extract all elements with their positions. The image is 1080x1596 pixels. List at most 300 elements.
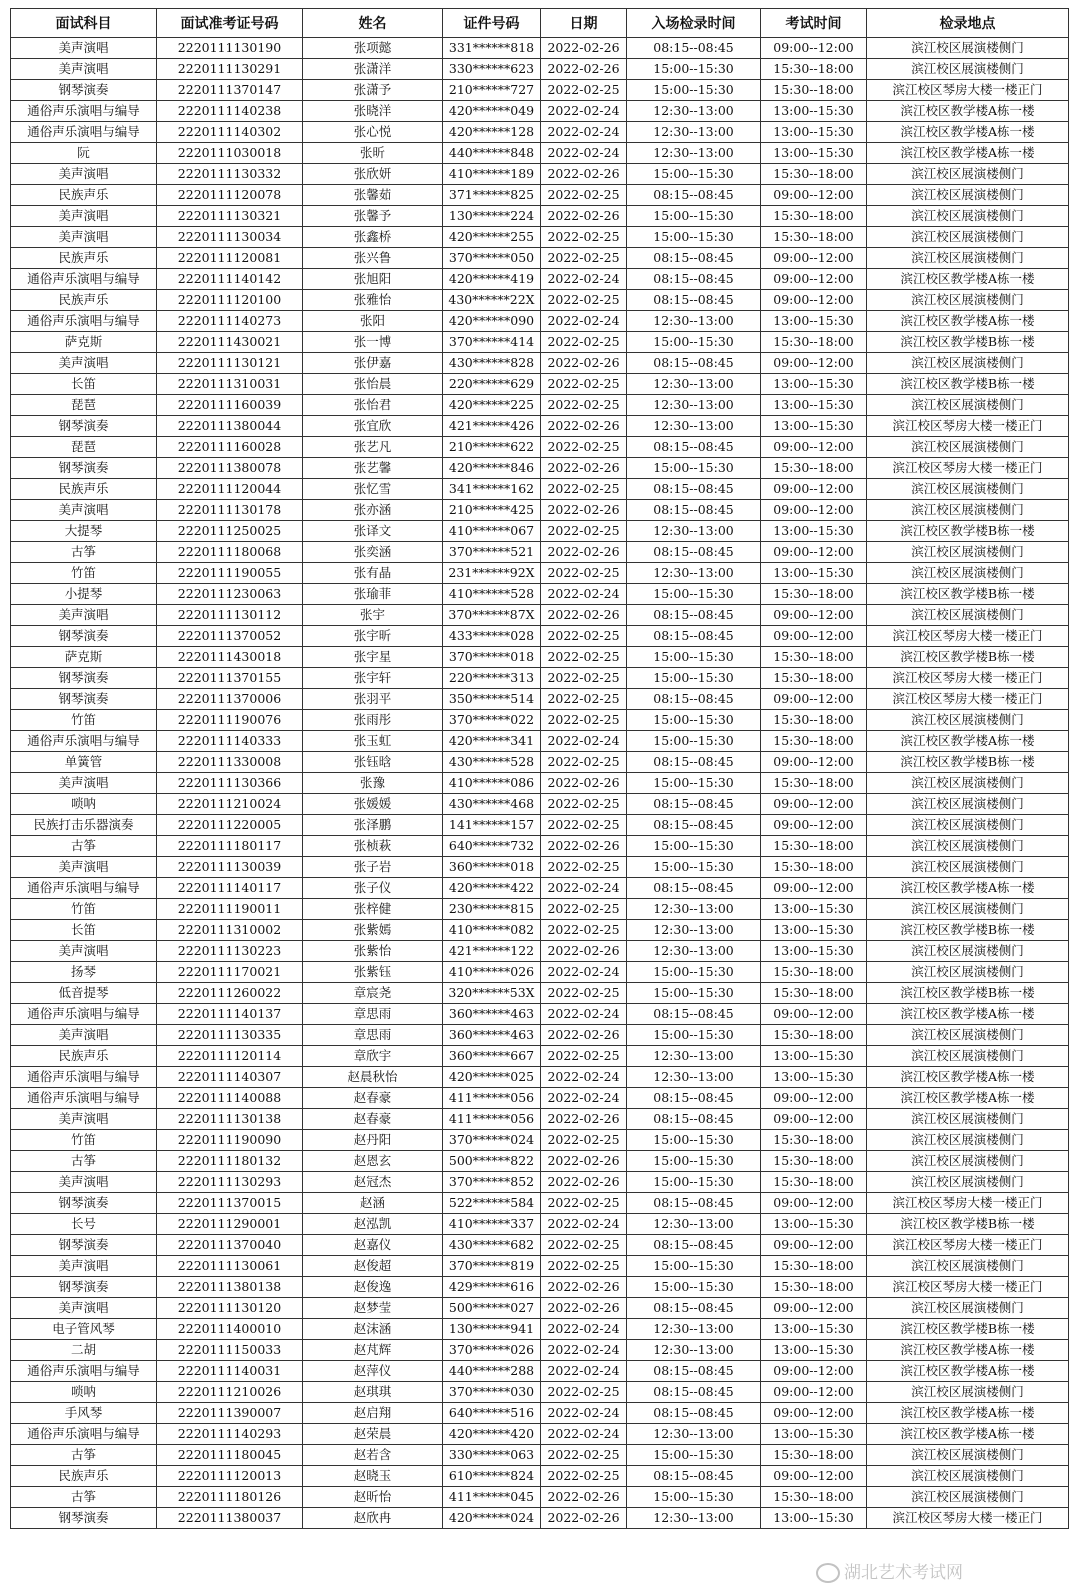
checkin-time-cell: 08:15--08:45 (627, 500, 761, 521)
exam-time-cell: 09:00--12:00 (761, 1382, 867, 1403)
checkin-location-cell: 滨江校区展演楼侧门 (867, 248, 1069, 269)
table-row (11, 584, 1069, 605)
date-cell: 2022-02-25 (541, 647, 627, 668)
exam-time-cell: 13:00--15:30 (761, 143, 867, 164)
name-cell: 张忆雪 (303, 479, 443, 500)
exam-time-cell: 15:30--18:00 (761, 668, 867, 689)
id-number-cell: 370******018 (443, 647, 541, 668)
checkin-time-cell: 08:15--08:45 (627, 1361, 761, 1382)
date-cell: 2022-02-26 (541, 1487, 627, 1508)
id-number-cell: 130******224 (443, 206, 541, 227)
checkin-time-cell: 08:15--08:45 (627, 1193, 761, 1214)
date-cell: 2022-02-25 (541, 983, 627, 1004)
subject-cell: 阮 (11, 143, 157, 164)
checkin-time-cell: 12:30--13:00 (627, 1067, 761, 1088)
date-cell: 2022-02-26 (541, 353, 627, 374)
exam-time-cell: 13:00--15:30 (761, 563, 867, 584)
date-cell: 2022-02-25 (541, 479, 627, 500)
subject-cell: 钢琴演奏 (11, 689, 157, 710)
exam-time-cell: 09:00--12:00 (761, 794, 867, 815)
checkin-time-cell: 15:00--15:30 (627, 206, 761, 227)
name-cell: 赵俊逸 (303, 1277, 443, 1298)
checkin-time-cell: 08:15--08:45 (627, 479, 761, 500)
checkin-time-cell: 15:00--15:30 (627, 731, 761, 752)
date-cell: 2022-02-26 (541, 206, 627, 227)
exam-time-cell: 09:00--12:00 (761, 38, 867, 59)
checkin-time-cell: 12:30--13:00 (627, 143, 761, 164)
name-cell: 张昕 (303, 143, 443, 164)
subject-cell: 钢琴演奏 (11, 668, 157, 689)
table-row (11, 1487, 1069, 1508)
admission-number-cell: 2220111130034 (157, 227, 303, 248)
checkin-location-cell: 滨江校区展演楼侧门 (867, 1298, 1069, 1319)
admission-number-cell: 2220111120078 (157, 185, 303, 206)
name-cell: 张艺凡 (303, 437, 443, 458)
id-number-cell: 420******025 (443, 1067, 541, 1088)
id-number-cell: 411******045 (443, 1487, 541, 1508)
name-cell: 章欣宇 (303, 1046, 443, 1067)
exam-time-cell: 15:30--18:00 (761, 458, 867, 479)
subject-cell: 通俗声乐演唱与编导 (11, 311, 157, 332)
subject-cell: 古筝 (11, 1445, 157, 1466)
subject-cell: 通俗声乐演唱与编导 (11, 1067, 157, 1088)
column-header: 姓名 (303, 9, 443, 38)
table-row (11, 59, 1069, 80)
subject-cell: 通俗声乐演唱与编导 (11, 122, 157, 143)
checkin-location-cell: 滨江校区琴房大楼一楼正门 (867, 1508, 1069, 1529)
exam-time-cell: 15:30--18:00 (761, 731, 867, 752)
exam-time-cell: 15:30--18:00 (761, 1277, 867, 1298)
checkin-location-cell: 滨江校区展演楼侧门 (867, 1445, 1069, 1466)
id-number-cell: 440******288 (443, 1361, 541, 1382)
date-cell: 2022-02-26 (541, 1172, 627, 1193)
admission-number-cell: 2220111130120 (157, 1298, 303, 1319)
table-row (11, 521, 1069, 542)
table-row (11, 1382, 1069, 1403)
exam-time-cell: 15:30--18:00 (761, 80, 867, 101)
checkin-time-cell: 08:15--08:45 (627, 542, 761, 563)
table-body (11, 38, 1069, 1529)
exam-time-cell: 13:00--15:30 (761, 416, 867, 437)
checkin-location-cell: 滨江校区琴房大楼一楼正门 (867, 416, 1069, 437)
name-cell: 章宸尧 (303, 983, 443, 1004)
subject-cell: 钢琴演奏 (11, 1235, 157, 1256)
subject-cell: 电子管风琴 (11, 1319, 157, 1340)
name-cell: 张瑜菲 (303, 584, 443, 605)
exam-time-cell: 13:00--15:30 (761, 311, 867, 332)
date-cell: 2022-02-25 (541, 227, 627, 248)
subject-cell: 唢呐 (11, 1382, 157, 1403)
admission-number-cell: 2220111120013 (157, 1466, 303, 1487)
table-row (11, 437, 1069, 458)
name-cell: 张宇星 (303, 647, 443, 668)
checkin-location-cell: 滨江校区展演楼侧门 (867, 1151, 1069, 1172)
exam-time-cell: 13:00--15:30 (761, 920, 867, 941)
exam-time-cell: 15:30--18:00 (761, 227, 867, 248)
checkin-time-cell: 12:30--13:00 (627, 122, 761, 143)
exam-time-cell: 15:30--18:00 (761, 1445, 867, 1466)
date-cell: 2022-02-24 (541, 1319, 627, 1340)
exam-time-cell: 09:00--12:00 (761, 185, 867, 206)
checkin-location-cell: 滨江校区展演楼侧门 (867, 773, 1069, 794)
checkin-time-cell: 15:00--15:30 (627, 59, 761, 80)
id-number-cell: 430******22X (443, 290, 541, 311)
checkin-location-cell: 滨江校区教学楼A栋一楼 (867, 311, 1069, 332)
admission-number-cell: 2220111160039 (157, 395, 303, 416)
exam-time-cell: 09:00--12:00 (761, 878, 867, 899)
exam-time-cell: 13:00--15:30 (761, 941, 867, 962)
name-cell: 张梓健 (303, 899, 443, 920)
subject-cell: 美声演唱 (11, 59, 157, 80)
id-number-cell: 370******022 (443, 710, 541, 731)
id-number-cell: 420******128 (443, 122, 541, 143)
checkin-location-cell: 滨江校区展演楼侧门 (867, 857, 1069, 878)
id-number-cell: 370******030 (443, 1382, 541, 1403)
checkin-time-cell: 08:15--08:45 (627, 752, 761, 773)
id-number-cell: 370******87X (443, 605, 541, 626)
checkin-location-cell: 滨江校区展演楼侧门 (867, 605, 1069, 626)
table-row (11, 668, 1069, 689)
date-cell: 2022-02-24 (541, 731, 627, 752)
name-cell: 张紫钰 (303, 962, 443, 983)
subject-cell: 通俗声乐演唱与编导 (11, 1004, 157, 1025)
id-number-cell: 341******162 (443, 479, 541, 500)
date-cell: 2022-02-26 (541, 500, 627, 521)
table-row (11, 1025, 1069, 1046)
name-cell: 张宇 (303, 605, 443, 626)
date-cell: 2022-02-25 (541, 1235, 627, 1256)
checkin-time-cell: 08:15--08:45 (627, 290, 761, 311)
subject-cell: 民族声乐 (11, 479, 157, 500)
subject-cell: 钢琴演奏 (11, 1277, 157, 1298)
subject-cell: 扬琴 (11, 962, 157, 983)
id-number-cell: 430******828 (443, 353, 541, 374)
checkin-time-cell: 08:15--08:45 (627, 815, 761, 836)
admission-number-cell: 2220111180126 (157, 1487, 303, 1508)
id-number-cell: 420******255 (443, 227, 541, 248)
checkin-location-cell: 滨江校区教学楼B栋一楼 (867, 983, 1069, 1004)
name-cell: 赵泓凯 (303, 1214, 443, 1235)
exam-time-cell: 15:30--18:00 (761, 1172, 867, 1193)
date-cell: 2022-02-25 (541, 794, 627, 815)
name-cell: 赵萍仪 (303, 1361, 443, 1382)
date-cell: 2022-02-25 (541, 920, 627, 941)
exam-time-cell: 09:00--12:00 (761, 752, 867, 773)
date-cell: 2022-02-26 (541, 836, 627, 857)
checkin-location-cell: 滨江校区教学楼A栋一楼 (867, 143, 1069, 164)
id-number-cell: 410******337 (443, 1214, 541, 1235)
id-number-cell: 433******028 (443, 626, 541, 647)
admission-number-cell: 2220111130138 (157, 1109, 303, 1130)
admission-number-cell: 2220111130061 (157, 1256, 303, 1277)
checkin-location-cell: 滨江校区教学楼B栋一楼 (867, 374, 1069, 395)
table-row (11, 1445, 1069, 1466)
checkin-time-cell: 08:15--08:45 (627, 1235, 761, 1256)
date-cell: 2022-02-26 (541, 542, 627, 563)
name-cell: 张媛媛 (303, 794, 443, 815)
name-cell: 章思雨 (303, 1025, 443, 1046)
date-cell: 2022-02-24 (541, 1403, 627, 1424)
checkin-location-cell: 滨江校区展演楼侧门 (867, 815, 1069, 836)
checkin-location-cell: 滨江校区展演楼侧门 (867, 437, 1069, 458)
table-row (11, 38, 1069, 59)
date-cell: 2022-02-24 (541, 269, 627, 290)
subject-cell: 钢琴演奏 (11, 1508, 157, 1529)
checkin-location-cell: 滨江校区教学楼B栋一楼 (867, 332, 1069, 353)
table-row (11, 248, 1069, 269)
table-row (11, 1235, 1069, 1256)
table-row (11, 500, 1069, 521)
date-cell: 2022-02-25 (541, 668, 627, 689)
date-cell: 2022-02-24 (541, 1340, 627, 1361)
checkin-location-cell: 滨江校区琴房大楼一楼正门 (867, 1235, 1069, 1256)
checkin-time-cell: 12:30--13:00 (627, 1508, 761, 1529)
checkin-time-cell: 15:00--15:30 (627, 1256, 761, 1277)
subject-cell: 小提琴 (11, 584, 157, 605)
checkin-location-cell: 滨江校区教学楼A栋一楼 (867, 1067, 1069, 1088)
admission-number-cell: 2220111120081 (157, 248, 303, 269)
checkin-time-cell: 08:15--08:45 (627, 794, 761, 815)
name-cell: 张泽鹏 (303, 815, 443, 836)
date-cell: 2022-02-25 (541, 248, 627, 269)
id-number-cell: 141******157 (443, 815, 541, 836)
watermark-text: 湖北艺术考试网 (844, 1563, 963, 1583)
checkin-time-cell: 15:00--15:30 (627, 1130, 761, 1151)
table-row (11, 1508, 1069, 1529)
checkin-time-cell: 08:15--08:45 (627, 878, 761, 899)
checkin-time-cell: 15:00--15:30 (627, 1487, 761, 1508)
date-cell: 2022-02-26 (541, 1298, 627, 1319)
checkin-location-cell: 滨江校区展演楼侧门 (867, 353, 1069, 374)
checkin-time-cell: 15:00--15:30 (627, 962, 761, 983)
table-row (11, 143, 1069, 164)
checkin-time-cell: 12:30--13:00 (627, 101, 761, 122)
id-number-cell: 370******819 (443, 1256, 541, 1277)
exam-time-cell: 15:30--18:00 (761, 710, 867, 731)
admission-number-cell: 2220111180117 (157, 836, 303, 857)
date-cell: 2022-02-25 (541, 899, 627, 920)
id-number-cell: 220******629 (443, 374, 541, 395)
table-row (11, 353, 1069, 374)
table-row (11, 122, 1069, 143)
name-cell: 赵晨秋怡 (303, 1067, 443, 1088)
checkin-location-cell: 滨江校区教学楼A栋一楼 (867, 1424, 1069, 1445)
checkin-time-cell: 08:15--08:45 (627, 185, 761, 206)
admission-number-cell: 2220111230063 (157, 584, 303, 605)
id-number-cell: 410******067 (443, 521, 541, 542)
admission-number-cell: 2220111140142 (157, 269, 303, 290)
date-cell: 2022-02-25 (541, 437, 627, 458)
name-cell: 赵启翔 (303, 1403, 443, 1424)
checkin-location-cell: 滨江校区教学楼B栋一楼 (867, 920, 1069, 941)
table-row (11, 458, 1069, 479)
name-cell: 赵若含 (303, 1445, 443, 1466)
date-cell: 2022-02-24 (541, 878, 627, 899)
date-cell: 2022-02-24 (541, 143, 627, 164)
subject-cell: 手风琴 (11, 1403, 157, 1424)
checkin-location-cell: 滨江校区琴房大楼一楼正门 (867, 626, 1069, 647)
subject-cell: 琵琶 (11, 395, 157, 416)
name-cell: 张怡君 (303, 395, 443, 416)
checkin-time-cell: 08:15--08:45 (627, 1382, 761, 1403)
exam-time-cell: 09:00--12:00 (761, 269, 867, 290)
admission-number-cell: 2220111120044 (157, 479, 303, 500)
subject-cell: 通俗声乐演唱与编导 (11, 101, 157, 122)
checkin-time-cell: 12:30--13:00 (627, 1214, 761, 1235)
admission-number-cell: 2220111400010 (157, 1319, 303, 1340)
exam-time-cell: 09:00--12:00 (761, 1235, 867, 1256)
table-row (11, 1403, 1069, 1424)
id-number-cell: 430******528 (443, 752, 541, 773)
checkin-time-cell: 15:00--15:30 (627, 332, 761, 353)
name-cell: 赵冠杰 (303, 1172, 443, 1193)
exam-time-cell: 15:30--18:00 (761, 983, 867, 1004)
exam-time-cell: 15:30--18:00 (761, 206, 867, 227)
name-cell: 赵晓玉 (303, 1466, 443, 1487)
date-cell: 2022-02-25 (541, 710, 627, 731)
checkin-time-cell: 12:30--13:00 (627, 941, 761, 962)
subject-cell: 二胡 (11, 1340, 157, 1361)
checkin-location-cell: 滨江校区展演楼侧门 (867, 1487, 1069, 1508)
name-cell: 张馨予 (303, 206, 443, 227)
admission-number-cell: 2220111370147 (157, 80, 303, 101)
checkin-location-cell: 滨江校区展演楼侧门 (867, 1130, 1069, 1151)
admission-number-cell: 2220111260022 (157, 983, 303, 1004)
name-cell: 张亦涵 (303, 500, 443, 521)
checkin-location-cell: 滨江校区展演楼侧门 (867, 542, 1069, 563)
checkin-location-cell: 滨江校区教学楼A栋一楼 (867, 1004, 1069, 1025)
checkin-location-cell: 滨江校区展演楼侧门 (867, 290, 1069, 311)
admission-number-cell: 2220111380138 (157, 1277, 303, 1298)
table-row (11, 815, 1069, 836)
checkin-location-cell: 滨江校区展演楼侧门 (867, 38, 1069, 59)
checkin-location-cell: 滨江校区展演楼侧门 (867, 899, 1069, 920)
subject-cell: 美声演唱 (11, 941, 157, 962)
admission-number-cell: 2220111430018 (157, 647, 303, 668)
name-cell: 章思雨 (303, 1004, 443, 1025)
subject-cell: 民族声乐 (11, 290, 157, 311)
admission-number-cell: 2220111140293 (157, 1424, 303, 1445)
checkin-location-cell: 滨江校区展演楼侧门 (867, 500, 1069, 521)
subject-cell: 美声演唱 (11, 164, 157, 185)
admission-number-cell: 2220111190011 (157, 899, 303, 920)
id-number-cell: 350******514 (443, 689, 541, 710)
subject-cell: 琵琶 (11, 437, 157, 458)
admission-number-cell: 2220111120114 (157, 1046, 303, 1067)
admission-number-cell: 2220111150033 (157, 1340, 303, 1361)
exam-time-cell: 13:00--15:30 (761, 521, 867, 542)
id-number-cell: 640******732 (443, 836, 541, 857)
admission-number-cell: 2220111310031 (157, 374, 303, 395)
checkin-location-cell: 滨江校区展演楼侧门 (867, 1256, 1069, 1277)
table-row (11, 563, 1069, 584)
wechat-icon (816, 1563, 840, 1583)
id-number-cell: 610******824 (443, 1466, 541, 1487)
checkin-location-cell: 滨江校区教学楼A栋一楼 (867, 122, 1069, 143)
admission-number-cell: 2220111370015 (157, 1193, 303, 1214)
checkin-time-cell: 15:00--15:30 (627, 1172, 761, 1193)
subject-cell: 古筝 (11, 836, 157, 857)
name-cell: 张怡晨 (303, 374, 443, 395)
date-cell: 2022-02-26 (541, 416, 627, 437)
admission-number-cell: 2220111130178 (157, 500, 303, 521)
checkin-time-cell: 15:00--15:30 (627, 1277, 761, 1298)
table-row (11, 941, 1069, 962)
table-row (11, 647, 1069, 668)
table-header-row (11, 9, 1069, 38)
checkin-location-cell: 滨江校区教学楼A栋一楼 (867, 878, 1069, 899)
name-cell: 张紫怡 (303, 941, 443, 962)
subject-cell: 美声演唱 (11, 605, 157, 626)
checkin-time-cell: 08:15--08:45 (627, 1088, 761, 1109)
subject-cell: 长笛 (11, 920, 157, 941)
table-row (11, 185, 1069, 206)
checkin-time-cell: 08:15--08:45 (627, 38, 761, 59)
table-row (11, 332, 1069, 353)
id-number-cell: 411******056 (443, 1109, 541, 1130)
date-cell: 2022-02-25 (541, 374, 627, 395)
subject-cell: 美声演唱 (11, 1256, 157, 1277)
admission-number-cell: 2220111210024 (157, 794, 303, 815)
exam-time-cell: 13:00--15:30 (761, 1340, 867, 1361)
id-number-cell: 420******419 (443, 269, 541, 290)
name-cell: 赵荣晨 (303, 1424, 443, 1445)
table-row (11, 479, 1069, 500)
subject-cell: 竹笛 (11, 1130, 157, 1151)
date-cell: 2022-02-26 (541, 1508, 627, 1529)
date-cell: 2022-02-24 (541, 1067, 627, 1088)
id-number-cell: 410******082 (443, 920, 541, 941)
id-number-cell: 411******056 (443, 1088, 541, 1109)
exam-time-cell: 13:00--15:30 (761, 1508, 867, 1529)
name-cell: 赵欣冉 (303, 1508, 443, 1529)
id-number-cell: 231******92X (443, 563, 541, 584)
table-row (11, 794, 1069, 815)
subject-cell: 民族声乐 (11, 1046, 157, 1067)
id-number-cell: 410******189 (443, 164, 541, 185)
checkin-time-cell: 15:00--15:30 (627, 668, 761, 689)
table-row (11, 962, 1069, 983)
column-header: 面试科目 (11, 9, 157, 38)
date-cell: 2022-02-25 (541, 752, 627, 773)
admission-number-cell: 2220111380037 (157, 1508, 303, 1529)
date-cell: 2022-02-26 (541, 164, 627, 185)
admission-number-cell: 2220111140137 (157, 1004, 303, 1025)
checkin-time-cell: 15:00--15:30 (627, 1151, 761, 1172)
id-number-cell: 420******024 (443, 1508, 541, 1529)
exam-time-cell: 09:00--12:00 (761, 437, 867, 458)
name-cell: 张钰晗 (303, 752, 443, 773)
id-number-cell: 370******521 (443, 542, 541, 563)
subject-cell: 单簧管 (11, 752, 157, 773)
exam-time-cell: 09:00--12:00 (761, 1109, 867, 1130)
checkin-location-cell: 滨江校区教学楼B栋一楼 (867, 521, 1069, 542)
id-number-cell: 421******426 (443, 416, 541, 437)
checkin-location-cell: 滨江校区展演楼侧门 (867, 962, 1069, 983)
admission-number-cell: 2220111130321 (157, 206, 303, 227)
checkin-time-cell: 15:00--15:30 (627, 983, 761, 1004)
id-number-cell: 410******086 (443, 773, 541, 794)
subject-cell: 萨克斯 (11, 332, 157, 353)
date-cell: 2022-02-26 (541, 1151, 627, 1172)
date-cell: 2022-02-24 (541, 1424, 627, 1445)
subject-cell: 美声演唱 (11, 1025, 157, 1046)
subject-cell: 大提琴 (11, 521, 157, 542)
checkin-location-cell: 滨江校区教学楼A栋一楼 (867, 1403, 1069, 1424)
exam-schedule-table (10, 8, 1069, 1529)
admission-number-cell: 2220111370040 (157, 1235, 303, 1256)
table-row (11, 542, 1069, 563)
